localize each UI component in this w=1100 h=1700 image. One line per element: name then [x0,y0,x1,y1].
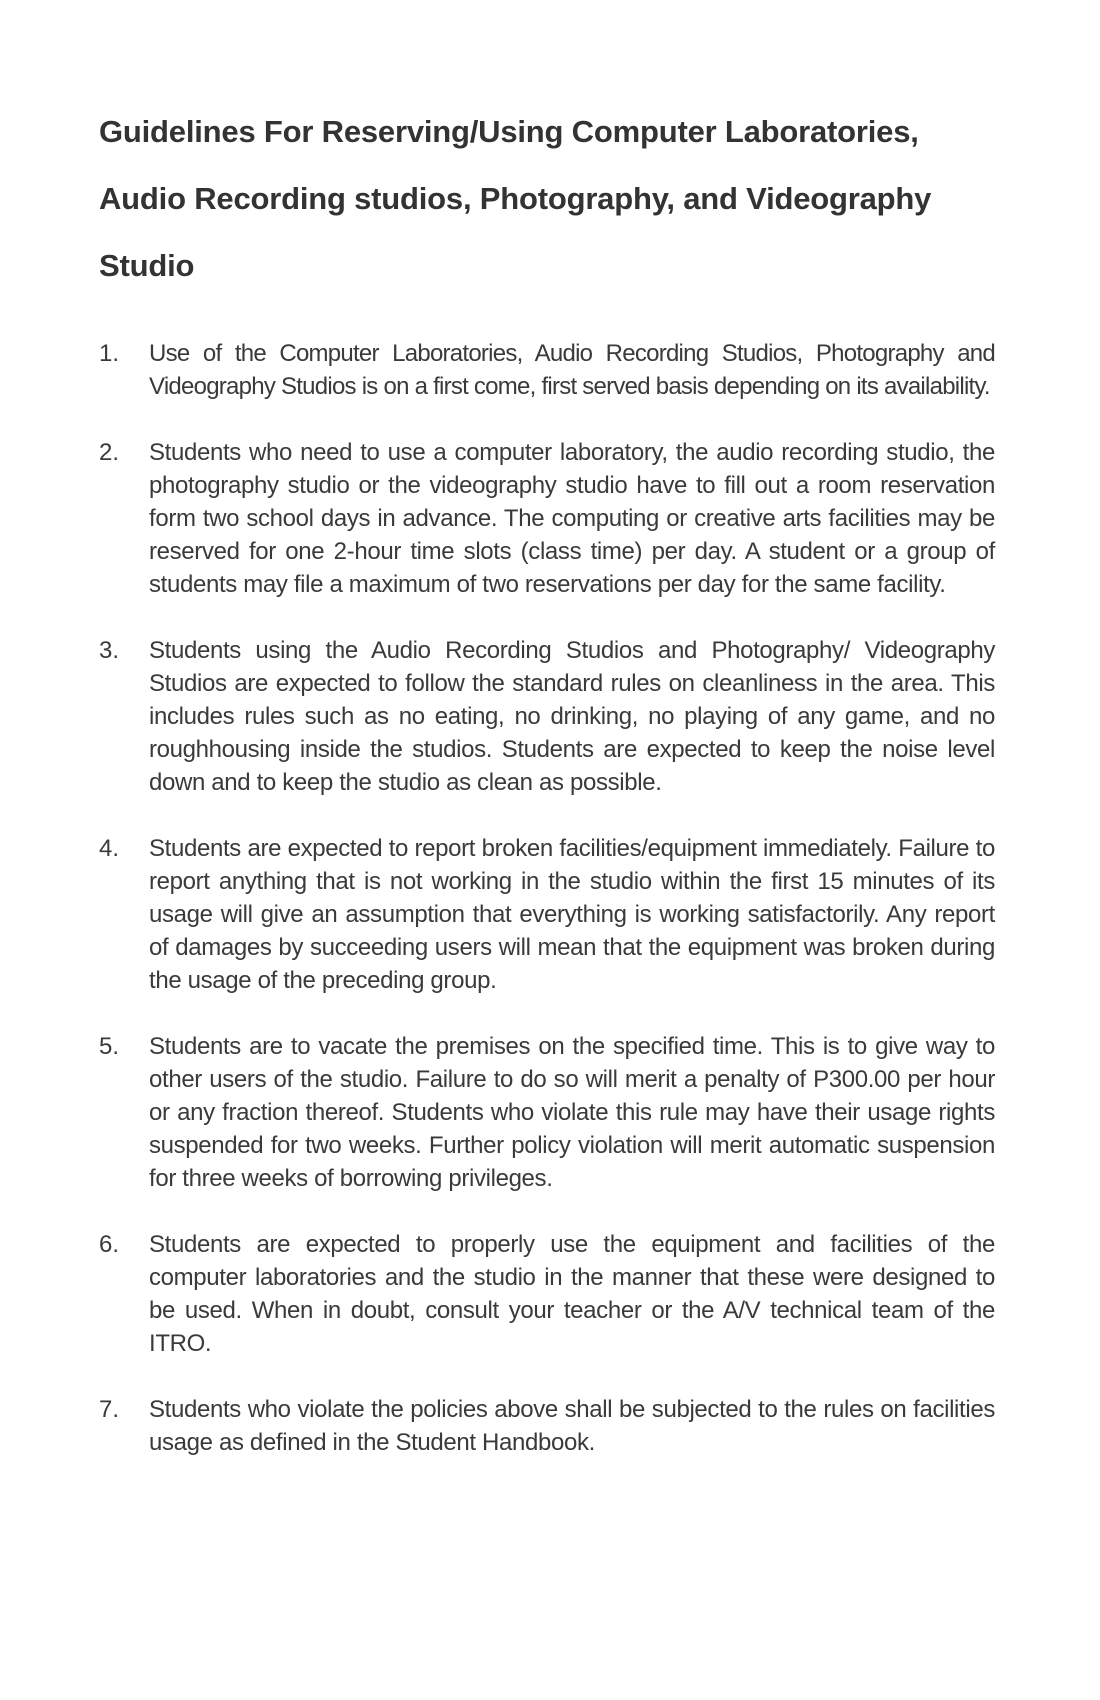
list-item-number: 2. [99,439,120,466]
list-item [0,832,1100,997]
list-item-text: Students using the Audio Recording Studios and Photography/ Videography Studios are expected to follow the standard rules on cleanliness in the area. This includes rules such as no eating, no drinking, no playing of any game, and no roughhousing inside the studios. Students are expected to keep the noise level down and to keep the studio as clean as possible. [149,637,995,796]
list-item-text: Students are expected to properly use the equipment and facilities of the computer laboratories and the studio in the manner that these were designed to be used. When in doubt, consult your teacher or the A/V technical team of the ITRO. [149,1231,995,1357]
list-item-number: 5. [99,1033,120,1060]
title-line-2: Audio Recording studios, Photography, and Videography [99,181,932,216]
list-item [0,337,1100,403]
list-item-text: Students are to vacate the premises on the specified time. This is to give way to other users of the studio. Failure to do so will merit a penalty of P300.00 per hour or any fraction thereof. Students who violate this rule may have their usage rights suspended for two weeks. Further policy violation will merit automatic suspension for three weeks of borrowing privileges. [149,1033,995,1192]
list-item-number: 4. [99,835,120,862]
list-item [0,436,1100,601]
list-item-text: Students who need to use a computer laboratory, the audio recording studio, the photography studio or the videography studio have to fill out a room reservation form two school days in advance. The computing or creative arts facilities may be reserved for one 2-hour time slots (class time) per day. A student or a group of students may file a maximum of two reservations per day for the same facility. [149,439,995,598]
guidelines-list [0,337,1100,1492]
list-item-text: Students who violate the policies above shall be subjected to the rules on facilities usage as defined in the Student Handbook. [149,1396,995,1456]
list-item-text: Students are expected to report broken facilities/equipment immediately. Failure to report anything that is not working in the studio within the first 15 minutes of its usage will give an assumption that everything is working satisfactorily. Any report of damages by succeeding users will mean that the equipment was broken during the usage of the preceding group. [149,835,995,994]
page-title [99,98,1009,299]
list-item [0,634,1100,799]
title-line-3: Studio [99,248,195,283]
list-item [0,1228,1100,1360]
list-item-number: 6. [99,1231,120,1258]
list-item [0,1393,1100,1459]
title-line-1: Guidelines For Reserving/Using Computer Laboratories, [99,114,919,149]
list-item [0,1030,1100,1195]
list-item-number: 1. [99,340,120,367]
list-item-number: 7. [99,1396,120,1423]
list-item-number: 3. [99,637,120,664]
list-item-text: Use of the Computer Laboratories, Audio Recording Studios, Photography and Videography Studios is on a first come, first served basis depending on its availability. [149,340,995,400]
